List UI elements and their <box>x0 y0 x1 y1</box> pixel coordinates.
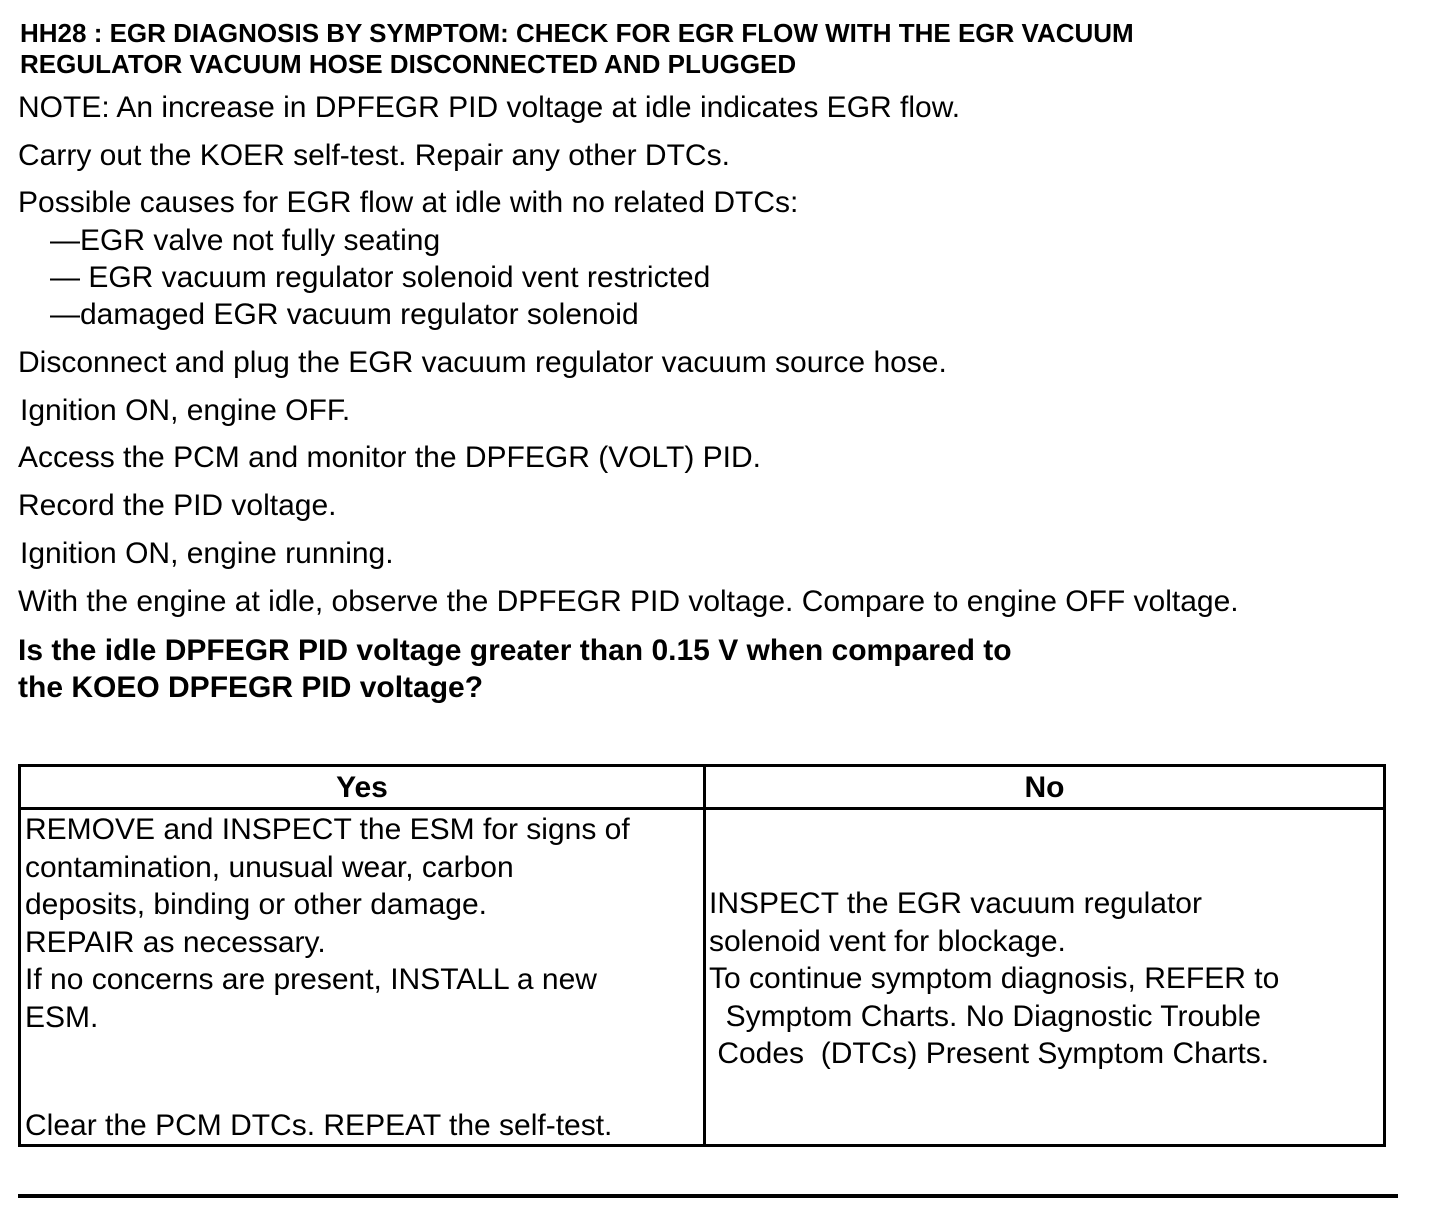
yes-line: REPAIR as necessary. <box>25 925 326 959</box>
procedure-heading <box>20 18 1320 80</box>
yes-line: contamination, unusual wear, carbon <box>25 850 514 884</box>
yes-no-table <box>18 764 1386 1147</box>
note-text: NOTE: An increase in DPFEGR PID voltage at idle indicates EGR flow. <box>18 91 961 124</box>
step-access-pcm: Access the PCM and monitor the DPFEGR (VOLT) PID. <box>18 441 761 474</box>
diagnostic-question <box>18 632 1012 706</box>
table-header-divider <box>21 807 1383 810</box>
bottom-divider <box>18 1194 1398 1198</box>
step-disconnect-hose: Disconnect and plug the EGR vacuum regulator vacuum source hose. <box>18 346 947 379</box>
question-line-1: Is the idle DPFEGR PID voltage greater than 0.15 V when compared to <box>18 634 1012 667</box>
yes-line: REMOVE and INSPECT the ESM for signs of <box>25 813 630 846</box>
yes-line: ESM. <box>25 1000 99 1034</box>
step-observe-voltage: With the engine at idle, observe the DPFEGR PID voltage. Compare to engine OFF voltage. <box>18 585 1239 618</box>
possible-causes-intro: Possible causes for EGR flow at idle with no related DTCs: <box>18 186 799 219</box>
yes-column-header: Yes <box>336 771 388 804</box>
no-line: To continue symptom diagnosis, REFER to <box>709 962 1280 995</box>
no-cell-instructions <box>709 885 1279 1073</box>
yes-cell-instructions <box>25 811 630 1036</box>
no-line: Codes (DTCs) Present Symptom Charts. <box>709 1037 1270 1070</box>
question-line-2: the KOEO DPFEGR PID voltage? <box>18 671 484 704</box>
cause-item-2: — EGR vacuum regulator solenoid vent restricted <box>50 261 711 294</box>
heading-line-2: REGULATOR VACUUM HOSE DISCONNECTED AND PLUGGED <box>20 49 797 79</box>
step-ignition-on-engine-off: Ignition ON, engine OFF. <box>20 394 351 427</box>
heading-line-1: HH28 : EGR DIAGNOSIS BY SYMPTOM: CHECK FOR EGR FLOW WITH THE EGR VACUUM <box>20 18 1134 48</box>
step-ignition-on-engine-running: Ignition ON, engine running. <box>20 537 394 570</box>
no-column-header: No <box>1024 771 1065 804</box>
table-column-divider <box>703 767 706 1144</box>
no-line: INSPECT the EGR vacuum regulator <box>709 887 1202 920</box>
yes-cell-footer: Clear the PCM DTCs. REPEAT the self-test. <box>25 1109 613 1142</box>
no-line: solenoid vent for blockage. <box>709 924 1066 958</box>
no-line: Symptom Charts. No Diagnostic Trouble <box>709 999 1261 1033</box>
yes-line: If no concerns are present, INSTALL a new <box>25 963 597 996</box>
step-record-voltage: Record the PID voltage. <box>18 489 337 522</box>
yes-line: deposits, binding or other damage. <box>25 888 487 921</box>
cause-item-3: —damaged EGR vacuum regulator solenoid <box>50 298 639 331</box>
step-koer-self-test: Carry out the KOER self-test. Repair any other DTCs. <box>18 139 730 172</box>
cause-item-1: —EGR valve not fully seating <box>50 224 441 257</box>
